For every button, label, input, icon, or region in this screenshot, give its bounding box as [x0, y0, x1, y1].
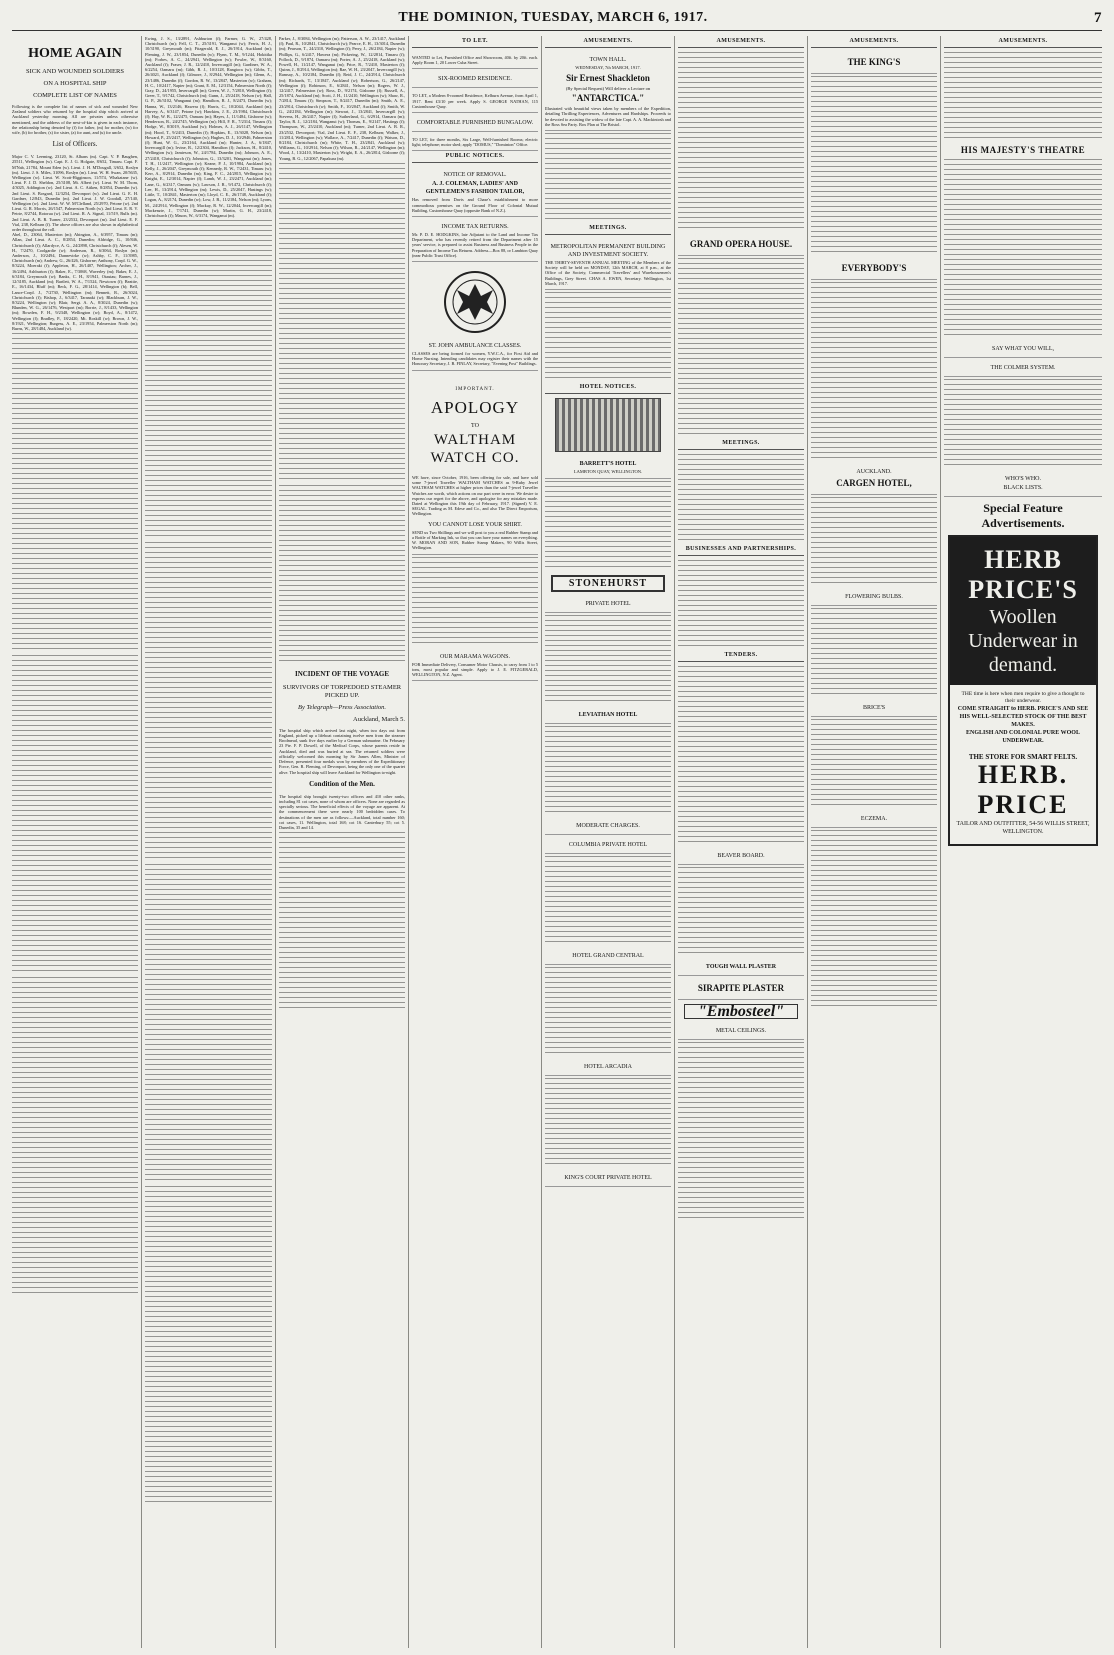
continued-text — [545, 967, 671, 1057]
continued-text — [944, 52, 1102, 142]
leviathan-hotel-ad: LEVIATHAN HOTEL — [545, 707, 671, 724]
page-number: 7 — [1094, 9, 1102, 26]
masthead-title: THE DOMINION, TUESDAY, MARCH 6, 1917. — [398, 10, 708, 25]
ambulance-notice: ST. JOHN AMBULANCE CLASSES. CLASSES are being formed for women, Y.W.C.A., for First Aid and Home Nursing. Intending candidates may register their names with the Honorary Secretary, J. B. FINLAY, Secretary, "Evening Post" Buildings. — [412, 338, 538, 371]
herb-price-banner — [950, 537, 1096, 685]
column-2 — [143, 36, 274, 1648]
column-rule — [940, 36, 941, 1648]
section-hotel-notices: HOTEL NOTICES. — [545, 384, 671, 394]
shackleton-name: Sir Ernest Shackleton — [566, 72, 650, 83]
herb-price-tagline: Woollen Underwear in demand. — [968, 606, 1078, 676]
classified-ad: COMFORTABLE FURNISHED BUNGALOW. — [412, 115, 538, 132]
continued-text — [12, 655, 138, 975]
continued-text — [678, 560, 804, 650]
condition-story: The hospital ship brought twenty-two officers and 410 other ranks, including 81 cot cases, none of whom are officers. None are regarded as specially serious. The beneficial effects of the voyage are apparent. At the commencement there were nearly 100 bedridden cases. To destinations of the men are as follows:—Auckland, total number 160; cot cases, 11. Wellington, total 168; cot 16. Canterbury 55; cot 5. Dunedin, 35 and 14. — [279, 793, 405, 830]
metal-ceilings-ad: METAL CEILINGS. — [678, 1023, 804, 1040]
column-3 — [277, 36, 407, 1648]
special-feature-heading: Special Feature Advertisements. — [981, 501, 1065, 530]
continued-text — [145, 542, 272, 862]
classified-ad: TO LET, a Modern 8-roomed Residence, Kelburn Avenue, from April 1, 1917. Rent £3/10 per week. Apply S. GEORGE NATHAN, 115 Customhouse Quay. — [412, 90, 538, 113]
ambulance-seal — [412, 270, 538, 334]
column-5 — [543, 36, 673, 1648]
continued-text — [12, 977, 138, 1297]
moderate-charges: MODERATE CHARGES. — [545, 818, 671, 835]
column-rule — [141, 36, 142, 1648]
continued-text — [545, 133, 671, 223]
continued-text — [678, 1042, 804, 1222]
income-tax-notice: INCOME TAX RETURNS. Mr. P. D. E. HODGKINS, late Adjutant to the Land and Income Tax Department, who has recently retired from the Department after 15 years' service, is prepared to assist Business and Business People in the Preparation of Income Tax Returns. Address—Box 88, or Lambton Quay (near Public Trust Office). — [412, 219, 538, 262]
section-amusements: AMUSEMENTS. — [944, 38, 1102, 48]
column-rule — [674, 36, 675, 1648]
continued-text — [279, 832, 405, 1012]
shackleton-lecture-ad: TOWN HALL. WEDNESDAY, 7th MARCH, 1917. Sir Ernest Shackleton (By Special Request) Will deliver a Lecture on "ANTARCTICA." Illustrated with beautiful views taken by members of the Expedition, detailing Thrilling Experiences, Adventures and Hardships. Proceeds to be devoted to assisting the widow of the late Capt. A. A. Mackintosh and the Ross Sea Party. Box Plan at The Bristol. — [545, 52, 671, 131]
his-majestys-theatre-ad — [944, 145, 1102, 156]
tough-plaster-ad: TOUGH WALL PLASTER — [678, 959, 804, 976]
continued-text — [279, 163, 405, 483]
continued-text — [811, 608, 937, 698]
continued-text — [545, 726, 671, 816]
sirapite-ad: SIRAPITE PLASTER — [678, 978, 804, 1000]
column-1 — [10, 36, 140, 1648]
headline-incident-voyage: INCIDENT OF THE VOYAGE — [294, 669, 390, 678]
embosteel-logo: "Embosteel" — [684, 1004, 798, 1019]
officers-list: Major C. V. Leeming, 23120, St. Albans (m). Capt. V. P. Baughen, 25511, Wellington (w). Capt. E. J. G. Holgate, 8/652, Timaru. Capt. F. M'Nab, 21784, Mount Eden (w). Lieut. J. H. M'Dougall, 3/652, Roslyn (m). Lieut. J. S. Miles, 31096, Roslyn (m). Lieut. W. H. Swan, 20/5635, Wellington (w). Lieut. W. Scott-Higginson, 11/574, Whakatane (w). Lieut. F. J. D. Sheldon, 25/3108, Mt. Albert (w). Lieut. W. M. Thom, 4/3025, Addington (w). 2nd Lieut. A. C. Aitken, 8/2854, Dunedin (w). 2nd Lieut. S. Bosgard, 12/3254, Devonport (w). 2nd Lieut. G. E. H. Gardner, 12/843, Dunedin (m). 2nd Lieut. J. W. Goodall, 27/140, Wellington (w). 2nd Lieut. W. W. M'Clelland, 25/2970, Petone (w). 2nd Lieut. G. R. Morris, 26/1547, Palmerston North (w). 2nd Lieut. E. R. V. Petrie, 8/2744, Rotorua (w). 2nd Lieut. R. A. Signal, 11/519, Bulls (m). 2nd Lieut. A. B. R. Turner, 23/2532, Devonport (m). 2nd Lieut. E. F. Vial, 238, Kelburn (f). The above officers are also shown in alphabetical order throughout the roll. — [12, 154, 138, 233]
continued-text — [12, 333, 138, 653]
continued-text — [678, 867, 804, 957]
column-4 — [410, 36, 540, 1648]
headline-home-again: HOME AGAIN — [28, 46, 122, 61]
beaver-board-ad: BEAVER BOARD. — [678, 848, 804, 865]
continued-text — [811, 76, 937, 256]
subhead-hospital-ship: ON A HOSPITAL SHIP — [43, 80, 107, 87]
apology-word: APOLOGY — [430, 397, 520, 417]
building-society-notice: METROPOLITAN PERMANENT BUILDING AND INVESTMENT SOCIETY. THE THIRTY-SEVENTH ANNUAL MEETING of the Members of the Society will be held on MONDAY, 12th MARCH, at 8 p.m., at the Office of the Society, Commercial Travellers' and Warehousemen's Buildings, Grey Street. CHAS A. EWEN, Secretary. Wellington, 1st March, 1917. — [545, 239, 671, 290]
continued-text — [412, 557, 538, 647]
section-to-let: TO LET. — [412, 38, 538, 48]
condition-heading: Condition of the Men. — [309, 779, 375, 788]
soldiers-list-continued: Ewing, J. S., 13/2891, Ashburton (f); Farmer, G. W., 27/428, Christchurch (m); Fell, C. T., 25/3191, Wanganui (w); Ferris, H. J., 10/3190, Greymouth (m); Fitzgerald, E. J., 26/1914, Auckland (m); Fleming, J. W., 23/1854, Dunedin (w); Flynn, T. M., 9/1244, Hokitika (m); Forbes, A. C., 24/2941, Wellington (w); Fowler, W., 8/3160, Auckland (f); Fraser, J. R., 12/2410, Invercargill (m); Gardiner, W. A., 6/2254, Oamaru (m); Gibb, R. J., 10/3128, Rangiora (w); Gibbs, T., 26/4021, Auckland (f); Gilmore, J., 8/2944, Wellington (m); Glenn, A., 23/1486, Dunedin (f); Gordon, R. W., 13/2847, Masterton (w); Graham, H. C., 10/2417, Napier (m); Grant, E. M., 12/3154, Palmerston North (f); Gray, D., 24/1955, Invercargill (m); Green, W. J., 7/2810, Wellington (f); Greer, T., 9/1742, Christchurch (m); Gunn, J., 25/2418, Nelson (w); Hall, G. P., 26/3102, Wanganui (m); Hamilton, R. J., 8/2473, Dunedin (w); Hanna, W., 13/2146, Hawera (f); Harris, C., 10/2044, Auckland (m); Harvey, A., 6/3147, Petone (w); Hawkins, J. E., 23/1984, Christchurch (f); Hay, W. B., 12/2475, Oamaru (m); Hayes, J., 11/1484, Gisborne (w); Henderson, R., 24/2745, Wellington (m); Hill, F. R., 7/2314, Timaru (f); Hodge, W., 8/3019, Auckland (w); Holmes, A. J., 26/1147, Wellington (m); Hood, T., 9/2413, Dunedin (f); Hopkins, E., 13/3028, Nelson (m); Howard, P., 25/2417, Wellington (w); Hughes, D. J., 10/2946, Palmerston (f); Hunt, W. G., 23/2164, Auckland (m); Hunter, J. A., 6/1847, Invercargill (m); Irvine, R., 12/2304, Hamilton (f); Jackson, H., 8/2410, Wellington (w); Jamieson, W., 24/1784, Dunedin (m); Johnson, A. E., 27/2418, Christchurch (f); Johnston, G., 13/3201, Wanganui (m); Jones, T. H., 11/2417, Wellington (w); Keane, P. J., 10/1984, Auckland (m); Kelly, J., 26/2047, Greymouth (f); Kennedy, R. W., 7/2431, Timaru (w); Kerr, A., 8/2914, Dunedin (m); King, F. C., 24/2815, Wellington (w); Knight, E., 12/3014, Napier (f); Lamb, W. J., 23/2471, Auckland (m); Lane, G., 6/2317, Oamaru (w); Lawson, J. R., 9/1472, Christchurch (f); Lee, H., 13/2914, Wellington (m); Lewis, D., 25/2047, Hastings (w); Little, T., 10/2841, Masterton (m); Lloyd, C. E., 26/1748, Auckland (f); Logan, A., 8/2174, Dunedin (w); Low, J. B., 11/2184, Nelson (m); Lyons, M., 24/2914, Wellington (f); Mackay, R. W., 12/2044, Invercargill (m); Mackenzie, J., 7/1741, Dunedin (w); Martin, G. H., 23/2418, Christchurch (f); Mason, W., 6/3174, Wanganui (m). — [145, 36, 272, 218]
section-amusements: AMUSEMENTS. — [811, 38, 937, 48]
shirt-ad: YOU CANNOT LOSE YOUR SHIRT. SEND us Two Shillings and we will post to you a real Rubber Stamp and a Bottle of Marking Ink, so that you can have your names on everything. W. MORAN AND SON, Rubber Stamp Makers, 90 Willis Street, Wellington. — [412, 517, 538, 555]
list-of-officers-heading: List of Officers. — [52, 140, 98, 149]
brices-ad: BRICE'S — [811, 700, 937, 717]
continued-text — [944, 379, 1102, 469]
section-amusements: AMUSEMENTS. — [678, 38, 804, 48]
subhead-complete-list: COMPLETE LIST OF NAMES — [33, 92, 117, 99]
herb-price-footer: THE STORE FOR SMART FELTS. HERB. PRICE TAILOR AND OUTFITTER, 54-56 WILLIS STREET, WELLINGTON. — [950, 751, 1096, 844]
section-amusements: AMUSEMENTS. — [545, 38, 671, 48]
byline: By Telegraph—Press Association. — [297, 703, 387, 711]
masthead — [12, 6, 1102, 31]
continued-text — [545, 1078, 671, 1168]
continued-text — [545, 481, 671, 571]
continued-text — [678, 666, 804, 846]
continued-text — [545, 615, 671, 705]
column-rule — [807, 36, 808, 1648]
kings-court-ad: KING'S COURT PRIVATE HOTEL — [545, 1170, 671, 1187]
classified-ad: WANTED to Let, Furnished Office and Showroom, 40ft. by 20ft. each. Apply Room 1, 20 Lower Cuba Street. — [412, 52, 538, 69]
column-8 — [942, 36, 1104, 1648]
column-rule — [541, 36, 542, 1648]
say-what-you-will-ad: SAY WHAT YOU WILL, — [944, 341, 1102, 358]
continued-text — [811, 497, 937, 587]
continued-text — [545, 856, 671, 946]
herb-price-bottom-name: HERB. PRICE — [977, 760, 1069, 820]
continued-text — [678, 258, 804, 438]
private-hotel-ad: PRIVATE HOTEL — [545, 596, 671, 613]
continued-text — [811, 282, 937, 462]
columbia-hotel-ad: COLUMBIA PRIVATE HOTEL — [545, 837, 671, 854]
flowering-bulbs-ad: FLOWERING BULBS. — [811, 589, 937, 606]
continued-text — [145, 864, 272, 1184]
stonehurst-logo: STONEHURST — [551, 575, 665, 592]
wagon-ad: OUR MARAMA WAGONS. FOR Immediate Delivery, Consumer Motor Chassis, to carry from 1 to 5 tons, most popular and simple. Apply to J. E. FITZGERALD, WELLINGTON, N.Z. Agent. — [412, 649, 538, 682]
everybodys-ad: EVERYBODY'S — [811, 258, 937, 280]
soldiers-list-continued: Parker, J., 8/3084, Wellington (m); Patterson, A. W., 23/1417, Auckland (f); Paul, R., 10/2841, Christchurch (w); Pearce, E. H., 13/3014, Dunedin (m); Pearson, T., 24/2310, Wellington (f); Perry, J., 26/2184, Napier (w); Phillips, G., 6/2417, Hawera (m); Pickering, W., 12/2814, Timaru (f); Pollock, D., 9/1874, Oamaru (m); Porter, A. J., 25/2418, Auckland (w); Powell, H., 11/2147, Wanganui (m); Price, R., 7/2410, Masterton (f); Quinn, J., 8/2914, Wellington (m); Rae, W. H., 23/2047, Invercargill (w); Ramsay, A., 10/2184, Dunedin (f); Reid, J. C., 24/2914, Christchurch (m); Richards, T., 13/1847, Auckland (w); Robertson, G., 26/2147, Wellington (f); Robinson, E., 6/2841, Nelson (m); Rogers, W. J., 12/2417, Palmerston (w); Ross, D., 9/2174, Gisborne (f); Russell, A., 25/1874, Auckland (m); Scott, J. H., 11/2410, Wellington (w); Shaw, R., 7/2814, Timaru (f); Simpson, T., 8/2417, Dunedin (m); Smith, A. E., 23/2914, Christchurch (w); Smith, F., 10/2047, Auckland (f); Smith, W. G., 24/2184, Wellington (m); Stewart, J., 13/2841, Invercargill (w); Stevens, H., 26/2417, Napier (f); Sutherland, G., 6/2914, Oamaru (m); Taylor, R. J., 12/2184, Wanganui (w); Thomas, E., 9/2147, Hastings (f); Thompson, W., 25/2410, Auckland (m); Turner, 2nd Lieut. A. B. R., 23/2532, Devonport; Vial, 2nd Lieut. E. F., 238, Kelburn; Walker, J., 11/2814, Wellington (w); Wallace, A., 7/2417, Dunedin (f); Watson, D., 8/2184, Christchurch (m); White, T. H., 23/2841, Auckland (w); Williams, G., 10/2914, Nelson (f); Wilson, R., 24/2147, Wellington (m); Wood, J., 13/2410, Masterton (w); Wright, E. A., 26/2814, Gisborne (f); Young, B. G., 12/2067, Papakura (m). — [279, 36, 405, 161]
continued-text — [145, 1186, 272, 1506]
apology-text: WE have, since October, 1916, been offering for sale, and have sold some 7-jewel Traveller WALTHAM WATCHES as 9-Ruby Jewel WALTHAM WATCHES at higher prices than the said 7-jewel Traveller Watches are worth, which actions on our part were in error. We desire to express our regret for the above, and apologise for any mistakes made. Dated at Wellington this 19th day of February, 1917. (Signed) V. E. SEGAL. Trading as M. Edese and Co., and also The Direct Emporium, Wellington. — [412, 475, 538, 517]
continued-text — [145, 220, 272, 540]
section-meetings: MEETINGS. — [678, 440, 804, 450]
eczema-ad: ECZEMA. — [811, 811, 937, 828]
subhead-sick-wounded: SICK AND WOUNDED SOLDIERS — [26, 68, 124, 75]
subhead-survivors: SURVIVORS OF TORPEDOED STEAMER PICKED UP. — [282, 683, 402, 699]
grand-central-ad: HOTEL GRAND CENTRAL — [545, 948, 671, 965]
arcadia-hotel-ad: HOTEL ARCADIA — [545, 1059, 671, 1076]
herb-price-name: HERB PRICE'S — [968, 545, 1078, 604]
theatre-name: HIS MAJESTY'S THEATRE — [960, 145, 1086, 155]
classified-ad: TO LET, for three months, Six Large, Well-furnished Rooms; electric light; telephone; motor shed; apply "DOMUS," "Dominion" Office. — [412, 134, 538, 151]
continued-text — [279, 485, 405, 665]
section-public-notices: PUBLIC NOTICES. — [412, 153, 538, 163]
colmer-system-ad: THE COLMER SYSTEM. — [944, 360, 1102, 377]
continued-text — [811, 719, 937, 809]
whos-who-ad: WHO'S WHO. BLACK LISTS. — [944, 471, 1102, 497]
section-meetings: MEETINGS. — [545, 225, 671, 235]
kings-theatre-ad: THE KING'S — [811, 52, 937, 74]
cargen-hotel-ad: AUCKLAND. CARGEN HOTEL, — [811, 464, 937, 495]
classified-ad: SIX-ROOMED RESIDENCE. — [412, 71, 538, 88]
apology-notice: IMPORTANT. APOLOGY TO WALTHAM WATCH CO. — [412, 387, 538, 467]
soldiers-list: Abel, D., 23064, Masterton (m); Abington, A., 6/3957, Timaru (m); Allan, 2nd Lieut. A. C., 8/2854, Dunedin; Aldridge, G., 10/846, Christchurch (f); Allardyce, A. G., 24/2898, Christchurch (f); Alesen, W. H., 7/2470, Coolgardie (w); Anderson, R., 6/3064, Roslyn (m); Anderson, J., 10/2494, Dannevirke (w); Ashby, C. F., 11/3985, Christchurch (m); Andrew, G., 26/426, Gisborne; Anthony, Corpl. G. W., 8/3224, Moeraki (f); Appleton, H., 26/1407, Wellington; Archer, J., 16/2494, Ashburton (f); Baker, E., 7/3068, Waverley (m); Baker, E. J., 6/3184, Greymouth (w); Banks, C. H., 8/1941, Otautau; Barnes, J., 12/3185, Auckland (m); Bartlett, W. A., 7/1524, Newtown (f); Beattie, E., 16/1434, Bluff (m); Beck, F. G., 28/1414, Wellington (b); Bell, Lance-Corpl. J., 7/2730, Wellington (m); Bennett, R., 26/3024, Christchurch (f); Bishop, J., 6/3417, Taranaki (w); Blackburn, J. W., 8/3224, Wellington (w); Blair, Sergt. A. A., 8/3024, Dunedin (w); Blunden, W. G., 26/1476, Westport (m); Borrie, J., 8/1433, Wellington (m); Bowden, F. H., 9/2348, Wellington (w); Boyd, A., 8/1472, Wellington (f); Bradley, P., 18/2420, Mt. Roskill (w); Brown, J. W., 8/1921, Wellington; Burgess, A. E., 23/1954, Palmerston North (m); Burns, W., 28/1484, Auckland (w). — [12, 232, 138, 331]
section-tenders: TENDERS. — [678, 652, 804, 662]
column-7 — [809, 36, 939, 1648]
section-businesses: BUSINESSES AND PARTNERSHIPS. — [678, 546, 804, 556]
column-rule — [408, 36, 409, 1648]
continued-text — [678, 454, 804, 544]
dateline: Auckland, March 5. — [353, 715, 405, 723]
continued-text — [678, 52, 804, 232]
st-john-cross-icon — [443, 270, 507, 334]
waltham-watch-co: WALTHAM WATCH CO. — [430, 432, 520, 467]
barretts-hotel-ad: BARRETT'S HOTEL LAMBTON QUAY, WELLINGTON. — [545, 456, 671, 479]
herb-price-advert — [948, 535, 1098, 846]
grand-opera-ad: GRAND OPERA HOUSE. — [678, 234, 804, 256]
incident-story: The hospital ship which arrived last night, when two days out from England, picked up a lifeboat containing twelve men from the steamer Brodmead, sunk five days earlier by a German submarine. On February 23 Pte. F. P. Dowell, of the Medical Corps, whose parents reside in Auckland, died and was buried at sea. The returned soldiers were officially welcomed this morning by Sir James Allen, Minister of Defence, presented four medals won by members of the Expeditionary Force, Gen. R. Fleming, of Devonport, being the only one of the quartet alive. The hospital ship will leave Auckland for Wellington to-night. — [279, 727, 405, 775]
removal-notice: NOTICE OF REMOVAL. A. J. COLEMAN, LADIES' AND GENTLEMEN'S FASHION TAILOR, Has removed from Davis and Chase's establishment to more commodious premises on the Ground Floor of Colonial Mutual Building, Customhouse Quay (opposite Bank of N.Z.). — [412, 167, 538, 217]
column-rule — [275, 36, 276, 1648]
continued-text — [944, 159, 1102, 339]
article-intro: Following is the complete list of names of sick and wounded New Zealand soldiers who returned by the hospital ship which arrived at Auckland yesterday morning. All are privates unless otherwise mentioned, and the address of the next-of-kin is given in each instance, the relationship being denoted by (f) for father, (m) for mother, (w) for wife, (b) for brother, (s) for sister, (a) for aunt, and (u) for uncle. — [12, 104, 138, 136]
barretts-hotel-illustration — [555, 398, 661, 452]
continued-text — [811, 830, 937, 1010]
continued-text — [545, 292, 671, 382]
column-6 — [676, 36, 806, 1648]
herb-price-body: THE time is here when men require to give a thought to their underwear. COME STRAIGHT to HERB. PRICE'S AND SEE HIS WELL-SELECTED STOCK OF THE BEST MAKES. ENGLISH AND COLONIAL PURE WOOL UNDERWEAR. — [957, 691, 1089, 744]
